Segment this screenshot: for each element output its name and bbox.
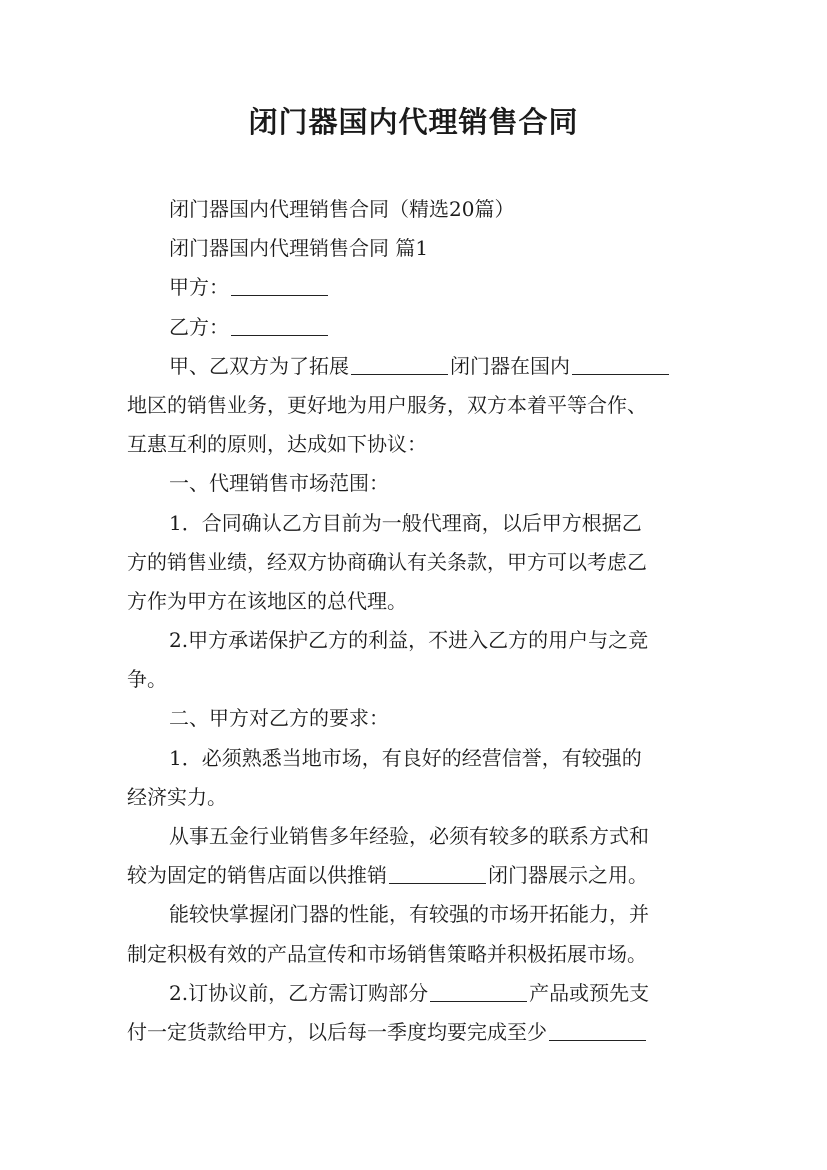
paragraph-text: 从事五金行业销售多年经验，必须有较多的联系方式和: [169, 824, 649, 848]
paragraph-text: 产品或预先支: [529, 980, 650, 1005]
paragraph-line: [127, 778, 712, 817]
section-heading: [127, 464, 712, 503]
paragraph-line: [127, 386, 712, 425]
paragraph-text: 争。: [127, 667, 167, 692]
paragraph-line: [127, 425, 712, 464]
paragraph-text: 闭门器在国内: [450, 353, 570, 378]
paragraph-text: 2.甲方承诺保护乙方的利益，不进入乙方的用户与之竞: [169, 628, 649, 653]
fill-in-blank: [231, 273, 328, 296]
section-heading-text: 一、代理销售市场范围：: [169, 471, 389, 496]
paragraph-line: [127, 739, 712, 778]
section-heading: [127, 699, 712, 738]
paragraph-text: 能较快掌握闭门器的性能，有较强的市场开拓能力，并: [169, 902, 649, 927]
fill-in-blank: [430, 979, 527, 1002]
fill-in-blank: [549, 1018, 646, 1041]
paragraph-line: [127, 621, 712, 660]
paragraph-line: [127, 974, 712, 1013]
paragraph-line: [127, 935, 712, 974]
paragraph-text: 制定积极有效的产品宣传和市场销售策略并积极拓展市场。: [127, 941, 647, 966]
paragraph-line: [127, 582, 712, 621]
fill-in-blank: [351, 352, 448, 375]
document-body: [127, 190, 712, 1052]
fill-in-blank: [572, 352, 669, 375]
paragraph-text: 1．合同确认乙方目前为一般代理商，以后甲方根据乙: [169, 510, 642, 535]
paragraph-text: 方作为甲方在该地区的总代理。: [127, 588, 407, 613]
paragraph-text: 甲、乙双方为了拓展: [169, 353, 349, 378]
paragraph-line: [127, 660, 712, 699]
paragraph-text: 闭门器国内代理销售合同 篇1: [169, 236, 429, 261]
document-title: 闭门器国内代理销售合同: [248, 105, 579, 139]
paragraph-line: [127, 190, 712, 229]
paragraph-text: 地区的销售业务，更好地为用户服务，双方本着平等合作、: [127, 392, 647, 417]
section-heading-text: 二、甲方对乙方的要求：: [169, 706, 389, 731]
party-a-line: [127, 268, 712, 307]
paragraph-text: 1．必须熟悉当地市场，有良好的经营信誉，有较强的: [169, 745, 642, 770]
party-b-line: [127, 308, 712, 347]
paragraph-text: 较为固定的销售店面以供推销: [127, 863, 387, 888]
paragraph-line: [127, 347, 712, 386]
paragraph-text: 2.订协议前，乙方需订购部分: [169, 980, 429, 1005]
fill-in-blank: [231, 313, 328, 336]
paragraph-line: [127, 856, 712, 895]
paragraph-text: 互惠互利的原则，达成如下协议：: [127, 432, 427, 457]
paragraph-text: 闭门器国内代理销售合同（精选20篇）: [169, 197, 515, 221]
paragraph-line: [127, 543, 712, 582]
paragraph-text: 闭门器展示之用。: [488, 863, 648, 888]
party-a-label: 甲方：: [169, 275, 229, 300]
paragraph-line: [127, 504, 712, 543]
paragraph-text: 付一定货款给甲方，以后每一季度均要完成至少: [127, 1019, 547, 1044]
paragraph-line: [127, 817, 712, 856]
paragraph-text: 经济实力。: [127, 784, 227, 809]
fill-in-blank: [389, 861, 486, 884]
paragraph-line: [127, 1013, 712, 1052]
paragraph-text: 方的销售业绩，经双方协商确认有关条款，甲方可以考虑乙: [127, 549, 647, 574]
paragraph-line: [127, 895, 712, 934]
party-b-label: 乙方：: [169, 314, 229, 339]
paragraph-line: [127, 229, 712, 268]
